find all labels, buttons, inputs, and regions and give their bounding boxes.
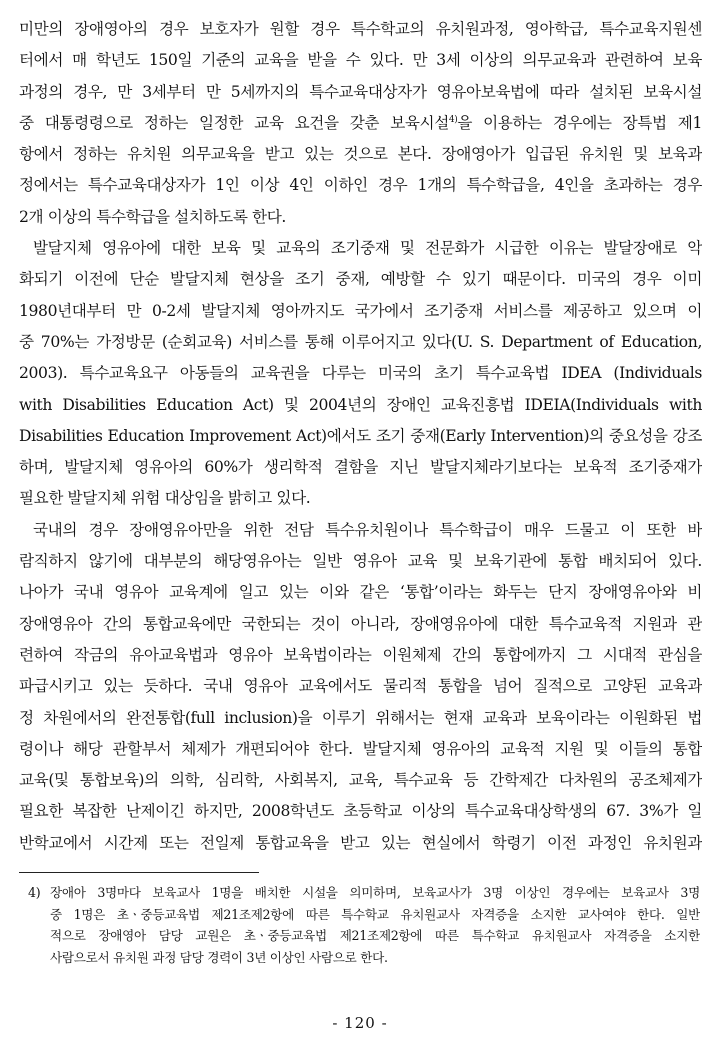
text-line: 람직하지 않기에 대부분의 해당영유아는 일반 영유아 교육 및 보육기관에 통합 배치되어 있다. (19, 552, 702, 571)
footnote-line: 사람으로서 유치원 과정 담당 경력이 3년 이상인 사람으로 한다. (50, 949, 388, 965)
footnote-line: 장애아 3명마다 보육교사 1명을 배치한 시설을 의미하며, 보육교사가 3명 이상인 경우에는 보육교사 3명 (50, 885, 700, 900)
text-line: 령이나 해당 관할부서 체제가 개편되어야 한다. 발달지체 영유아의 교육적 지원 및 이들의 통합 (19, 739, 702, 758)
text-line: 중 대통령령으로 정하는 일정한 교육 요건을 갖춘 보육시설$^{4)}$을 이용하는 경우에는 장특법 제1 (19, 113, 702, 132)
text-line: 필요한 복잡한 난제이긴 하지만, 2008학년도 초등학교 이상의 특수교육대상학생의 67. 3%가 일 (19, 802, 702, 821)
footnote-line: 중 1명은 초ㆍ중등교육법 제21조제2항에 따른 특수학교 유치원교사 자격증을 소지한 교사여야 한다. 일반 (50, 906, 700, 922)
text-line: Disabilities Education Improvement Act)에서도 조기 중재(Early Intervention)의 중요성을 강조 (19, 426, 702, 445)
text-line: 1980년대부터 만 0-2세 발달지체 영아까지도 국가에서 조기중재 서비스를 제공하고 있으며 이 (19, 301, 702, 320)
footnote-body (50, 882, 700, 968)
footnote-number: 4) (28, 885, 41, 900)
text-line: 반학교에서 시간제 또는 전일제 통합교육을 받고 있는 현실에서 학령기 이전 과정인 유치원과 (19, 833, 702, 852)
paragraph-3 (19, 515, 702, 859)
text-line: 정에서는 특수교육대상자가 1인 이상 4인 이하인 경우 1개의 특수학급을, 4인을 초과하는 경우 (19, 176, 702, 195)
text-line: 련하여 작금의 유아교육법과 영유아 보육법이라는 이원체제 간의 통합에까지 그 시대적 관심을 (19, 645, 702, 664)
footnote-divider (19, 872, 259, 873)
text-line: 중 70%는 가정방문 (순회교육) 서비스를 통해 이루어지고 있다(U. S. Department of Education, (19, 332, 702, 351)
page-number: - 120 - (332, 1014, 388, 1032)
text-line: 과정의 경우, 만 3세부터 만 5세까지의 특수교육대상자가 영유아보육법에 따라 설치된 보육시설 (19, 82, 702, 101)
text-line: 필요한 발달지체 위험 대상임을 밝히고 있다. (19, 489, 311, 508)
text-line: 2003). 특수교육요구 아동들의 교육권을 다루는 미국의 초기 특수교육법 IDEA (Individuals (19, 364, 702, 383)
text-line: 발달지체 영유아에 대한 보육 및 교육의 조기중재 및 전문화가 시급한 이유는 발달장애로 악 (33, 239, 702, 258)
text-line: 터에서 매 학년도 150일 기준의 교육을 받을 수 있다. 만 3세 이상의 의무교육과 관련하여 보육 (19, 51, 702, 70)
text-line: 파급시키고 있는 듯하다. 국내 영유아 교육에서도 물리적 통합을 넘어 질적으로 고양된 교육과 (19, 677, 702, 696)
text-line: 2개 이상의 특수학급을 설치하도록 한다. (19, 207, 286, 226)
body-text (19, 14, 702, 859)
text-line: 미만의 장애영아의 경우 보호자가 원할 경우 특수학교의 유치원과정, 영아학급, 특수교육지원센 (19, 20, 702, 38)
text-line: with Disabilities Education Act) 및 2004년의 장애인 교육진흥법 IDEIA(Individuals with (19, 395, 702, 414)
footnote-line: 적으로 장애영아 담당 교원은 초ㆍ중등교육법 제21조제2항에 따른 특수학교 유치원교사 자격증을 소지한 (50, 928, 700, 943)
text-line: 장애영유아 간의 통합교육에만 국한되는 것이 아니라, 장애영유아에 대한 특수교육적 지원과 관 (19, 614, 702, 633)
paragraph-1 (19, 14, 702, 233)
footnote-ref: 4) (448, 114, 458, 125)
paragraph-2 (19, 233, 702, 515)
text-line: 국내의 경우 장애영유아만을 위한 전담 특수유치원이나 특수학급이 매우 드물고 이 또한 바 (33, 520, 702, 539)
footnote (28, 882, 700, 968)
text-line: 나아가 국내 영유아 교육계에 일고 있는 이와 같은 ‘통합’이라는 화두는 단지 장애영유아와 비 (19, 583, 702, 602)
text-line: 교육(및 통합보육)의 의학, 심리학, 사회복지, 교육, 특수교육 등 간학제간 다차원의 공조체제가 (19, 771, 702, 790)
text-line: 화되기 이전에 단순 발달지체 현상을 조기 중재, 예방할 수 있기 때문이다. 미국의 경우 이미 (19, 270, 702, 289)
text-line: 항에서 정하는 유치원 의무교육을 받고 있는 것으로 본다. 장애영아가 입급된 유치원 및 보육과 (19, 145, 702, 164)
text-line: 정 차원에서의 완전통합(full inclusion)을 이루기 위해서는 현재 교육과 보육이라는 이원화된 법 (19, 708, 702, 727)
text-line: 하며, 발달지체 영유아의 60%가 생리학적 결함을 지닌 발달지체라기보다는 보육적 조기중재가 (19, 458, 702, 477)
